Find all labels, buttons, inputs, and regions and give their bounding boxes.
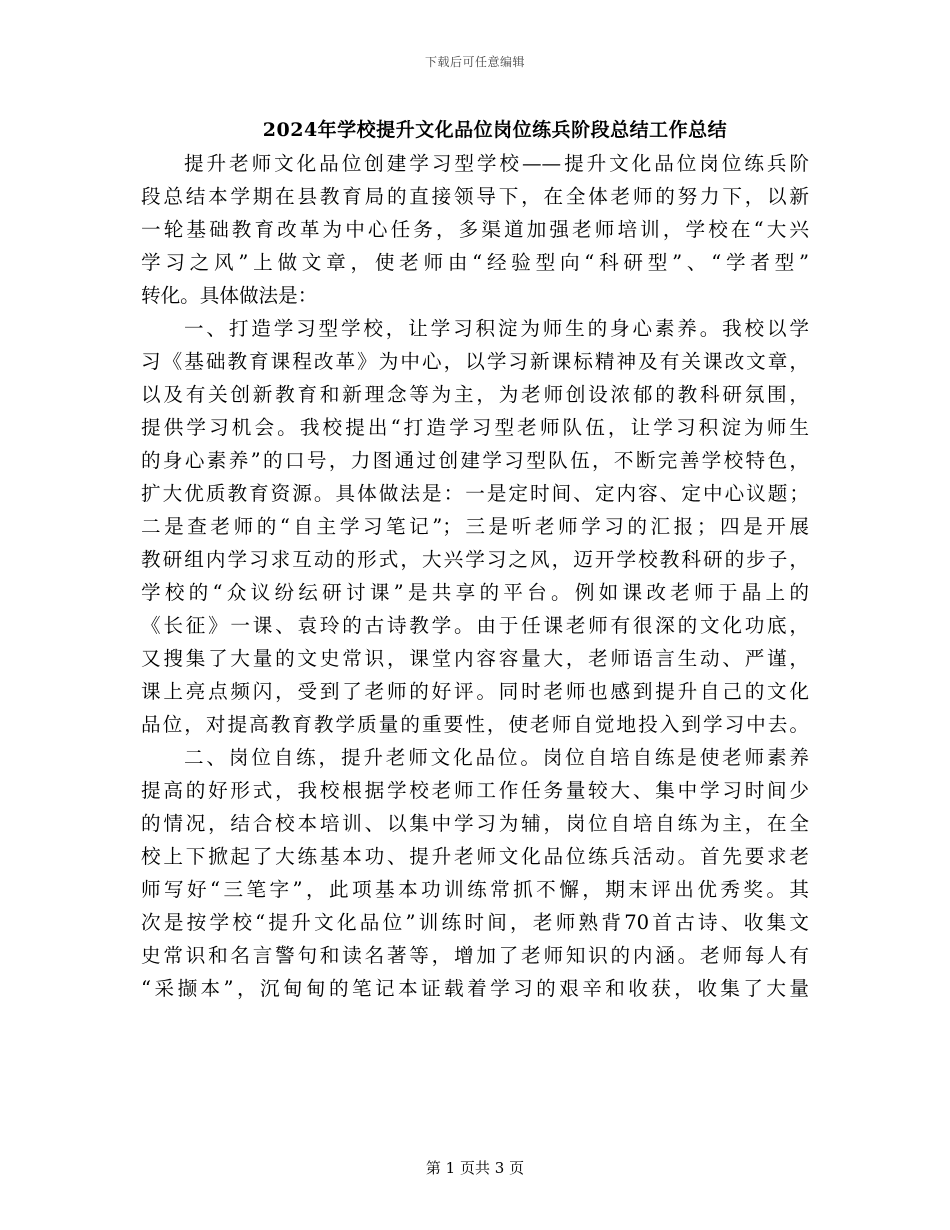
body-text-line: 史常识和名言警句和读名著等，增加了老师知识的内涵。老师每人有 bbox=[141, 944, 809, 967]
body-text-line: 二、岗位自练，提升老师文化品位。岗位自培自练是使老师素养 bbox=[184, 746, 809, 769]
document-body bbox=[141, 147, 809, 1005]
body-text-line: 的情况，结合校本培训、以集中学习为辅，岗位自培自练为主，在全 bbox=[141, 812, 809, 835]
body-text-line: 校上下掀起了大练基本功、提升老师文化品位练兵活动。首先要求老 bbox=[141, 845, 809, 868]
body-text-line: “采撷本”，沉甸甸的笔记本证载着学习的艰辛和收获，收集了大量 bbox=[141, 977, 809, 1000]
page-number-footer: 第 1 页共 3 页 bbox=[425, 1159, 525, 1177]
body-text-line: 《长征》一课、袁玲的古诗教学。由于任课老师有很深的文化功底， bbox=[141, 614, 809, 637]
body-text-line: 品位，对提高教育教学质量的重要性，使老师自觉地投入到学习中去。 bbox=[141, 713, 809, 736]
body-text-line: 一轮基础教育改革为中心任务，多渠道加强老师培训，学校在“大兴 bbox=[141, 218, 809, 241]
document-title: 2024年学校提升文化品位岗位练兵阶段总结工作总结 bbox=[262, 119, 728, 141]
body-text-line: 转化。具体做法是： bbox=[141, 284, 318, 307]
body-text-line: 又搜集了大量的文史常识，课堂内容容量大，老师语言生动、严谨， bbox=[141, 647, 809, 670]
body-text-line: 提供学习机会。我校提出“打造学习型老师队伍，让学习积淀为师生 bbox=[141, 416, 809, 439]
body-text-line: 提高的好形式，我校根据学校老师工作任务量较大、集中学习时间少 bbox=[141, 779, 809, 802]
body-text-line: 一、打造学习型学校，让学习积淀为师生的身心素养。我校以学 bbox=[184, 317, 809, 340]
body-text-line: 以及有关创新教育和新理念等为主，为老师创设浓郁的教科研氛围， bbox=[141, 383, 809, 406]
body-text-line: 教研组内学习求互动的形式，大兴学习之风，迈开学校教科研的步子， bbox=[141, 548, 809, 571]
page-header-note: 下载后可任意编辑 bbox=[424, 55, 525, 69]
body-text-line: 段总结本学期在县教育局的直接领导下，在全体老师的努力下，以新 bbox=[141, 185, 809, 208]
body-text-line: 学校的“众议纷纭研讨课”是共享的平台。例如课改老师于晶上的 bbox=[141, 581, 809, 604]
body-text-line: 学习之风”上做文章，使老师由“经验型向“科研型”、“学者型” bbox=[141, 251, 809, 274]
body-text-line: 提升老师文化品位创建学习型学校——提升文化品位岗位练兵阶 bbox=[184, 152, 809, 175]
body-text-line: 的身心素养”的口号，力图通过创建学习型队伍，不断完善学校特色， bbox=[141, 449, 809, 472]
body-text-line: 扩大优质教育资源。具体做法是：一是定时间、定内容、定中心议题； bbox=[141, 482, 809, 505]
body-text-line: 次是按学校“提升文化品位”训练时间，老师熟背70首古诗、收集文 bbox=[141, 911, 809, 934]
body-text-line: 师写好“三笔字”，此项基本功训练常抓不懈，期末评出优秀奖。其 bbox=[141, 878, 809, 901]
body-text-line: 课上亮点频闪，受到了老师的好评。同时老师也感到提升自己的文化 bbox=[141, 680, 809, 703]
body-text-line: 习《基础教育课程改革》为中心，以学习新课标精神及有关课改文章， bbox=[141, 350, 809, 373]
body-text-line: 二是查老师的“自主学习笔记”；三是听老师学习的汇报；四是开展 bbox=[141, 515, 809, 538]
